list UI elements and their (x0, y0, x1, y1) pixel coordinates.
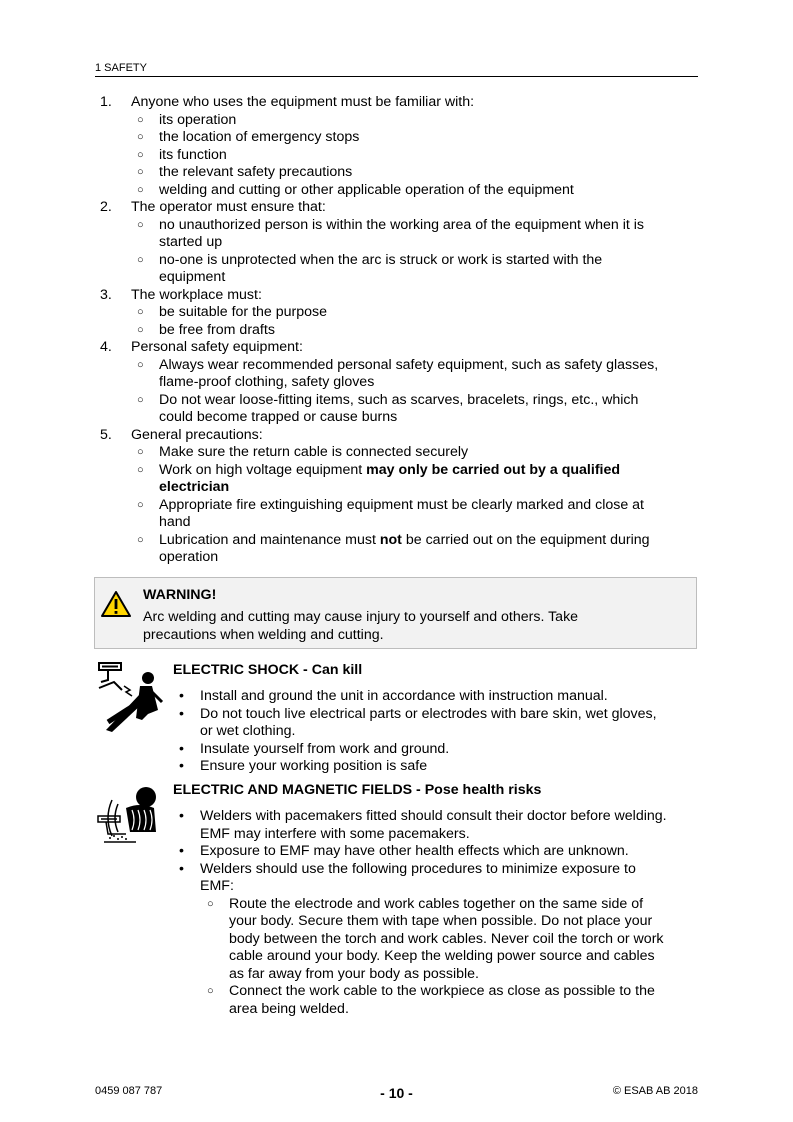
doc-number: 0459 087 787 (95, 1085, 163, 1097)
sub-item: ○ no-one is unprotected when the arc is struck or work is started with the equipment (137, 251, 603, 285)
page-header (95, 60, 698, 77)
sub-item: ○ be suitable for the purpose (137, 304, 327, 320)
emf-icon (96, 782, 162, 848)
sub-item: ○ its operation (137, 111, 237, 128)
sub-item: ○ welding and cutting or other applicable operation of the equipment (137, 181, 574, 198)
emf-list (173, 808, 698, 1018)
warning-icon (100, 590, 132, 618)
item-text: General precautions: (131, 426, 263, 443)
list-item: • Do not touch live electrical parts or electrodes with bare skin, wet gloves, or wet clothing. (179, 705, 657, 739)
item-text: Personal safety equipment: (131, 339, 303, 355)
sub-item: ○ the location of emergency stops (137, 129, 360, 145)
list-item: • Insulate yourself from work and ground. (179, 740, 450, 757)
sub-item: ○ Always wear recommended personal safety equipment, such as safety glasses, flame-proof clothing, safety gloves (137, 356, 659, 390)
list-item (95, 287, 698, 305)
sub-item: ○ its function (137, 146, 227, 163)
list-item (95, 94, 698, 112)
sub-item: ○ no unauthorized person is within the working area of the equipment when it is started up (137, 216, 645, 250)
item-text: Anyone who uses the equipment must be familiar with: (131, 94, 475, 110)
list-item (95, 199, 698, 217)
electric-shock-icon (96, 660, 168, 735)
sub-item: ○ Route the electrode and work cables together on the same side of your body. Secure them with tape when possible. Do not place your body between the torch and work cables. Never coil the torch or work cable around your body. Keep the welding power source and cables as far away from your body as possible. (207, 895, 664, 982)
list-item: • Welders should use the following procedures to minimize exposure to EMF: (179, 860, 636, 894)
electric-shock-title: ELECTRIC SHOCK - Can kill (173, 662, 363, 678)
safety-list (95, 94, 698, 567)
warning-box (94, 577, 697, 649)
item-text: The operator must ensure that: (131, 199, 326, 215)
page-number: - 10 - (380, 1085, 413, 1101)
sub-item: ○ Make sure the return cable is connected securely (137, 444, 469, 460)
sub-item: ○ Appropriate fire extinguishing equipment must be clearly marked and close at hand (137, 496, 645, 530)
sub-item: ○ be free from drafts (137, 321, 275, 338)
warning-text: Arc welding and cutting may cause injury to yourself and others. Take precautions when welding and cutting. (143, 609, 579, 643)
section-title: 1 SAFETY (95, 62, 147, 74)
item-text: The workplace must: (131, 286, 262, 303)
item-number: 1. (100, 94, 112, 110)
list-item (95, 339, 698, 357)
sub-item: ○ Do not wear loose-fitting items, such as scarves, bracelets, rings, etc., which could become trapped or cause burns (137, 391, 639, 425)
list-item: • Exposure to EMF may have other health effects which are unknown. (179, 843, 629, 859)
item-number: 2. (100, 199, 112, 215)
list-item (95, 427, 698, 445)
sub-item: ○ Connect the work cable to the workpiece as close as possible to the area being welded. (207, 983, 655, 1017)
sub-item: ○ Lubrication and maintenance must not be carried out on the equipment during operation (137, 531, 650, 565)
list-item: • Install and ground the unit in accordance with instruction manual. (179, 688, 608, 704)
item-number: 5. (100, 426, 112, 443)
warning-title: WARNING! (143, 587, 217, 603)
emf-title: ELECTRIC AND MAGNETIC FIELDS - Pose health risks (173, 782, 542, 798)
item-number: 3. (100, 286, 112, 303)
copyright: © ESAB AB 2018 (612, 1085, 698, 1097)
list-item: • Welders with pacemakers fitted should consult their doctor before welding. EMF may interfere with some pacemakers. (179, 808, 667, 842)
list-item: • Ensure your working position is safe (179, 758, 428, 774)
sub-item: ○ the relevant safety precautions (137, 164, 353, 180)
electric-shock-list (173, 688, 698, 776)
item-number: 4. (100, 339, 112, 355)
sub-item: ○ Work on high voltage equipment may only be carried out by a qualified electrician (137, 461, 621, 495)
